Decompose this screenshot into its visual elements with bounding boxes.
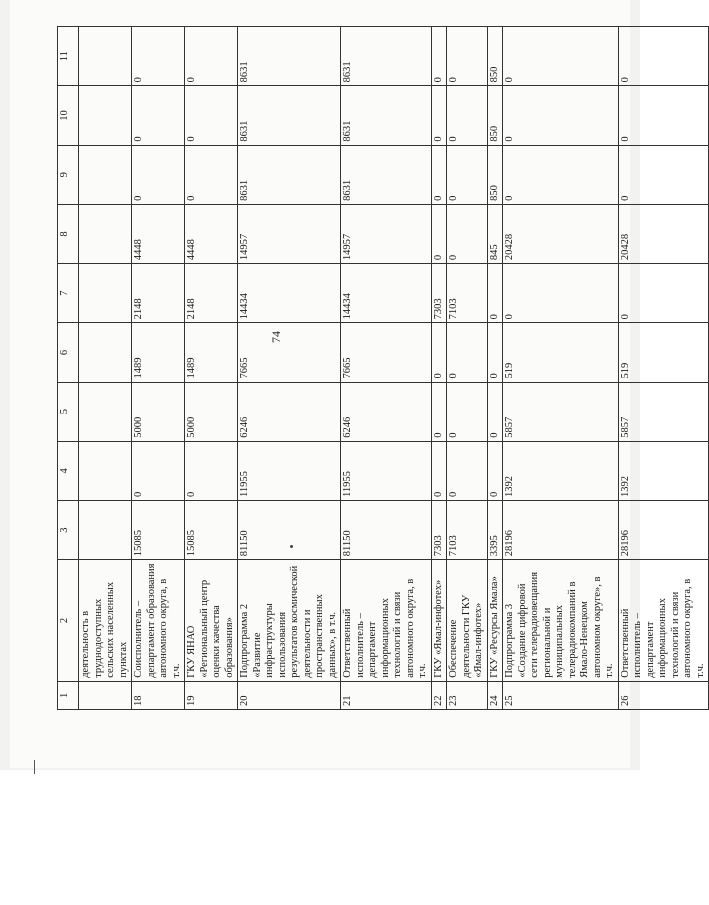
value-cell: 0	[431, 145, 447, 204]
value-cell	[79, 145, 132, 204]
value-cell: 850	[487, 27, 503, 86]
value-cell: 4448	[132, 204, 185, 263]
value-cell: 15085	[132, 501, 185, 560]
value-cell: 0	[487, 264, 503, 323]
value-cell: 0	[618, 86, 709, 145]
value-cell: 81150	[341, 501, 432, 560]
table-row	[238, 27, 341, 710]
table-row	[431, 27, 447, 710]
value-cell: 6246	[238, 382, 341, 441]
value-cell: 2148	[132, 264, 185, 323]
header-cell: 5	[58, 382, 79, 441]
value-cell: 7303	[431, 264, 447, 323]
value-cell: 5000	[185, 382, 238, 441]
header-cell: 9	[58, 145, 79, 204]
row-name-cell: Ответственный исполнитель – департамент информационных технологий и связи автономного округа, в т.ч.	[341, 560, 432, 682]
scan-artifact-line	[34, 760, 35, 774]
value-cell: 0	[447, 441, 488, 500]
value-cell: 0	[447, 323, 488, 382]
value-cell: 1392	[618, 441, 709, 500]
row-number-cell: 20	[238, 681, 341, 709]
value-cell: 0	[503, 27, 619, 86]
row-name-cell: Обеспечение деятельности ГКУ «Ямал-инфотех»	[447, 560, 488, 682]
value-cell: 5857	[503, 382, 619, 441]
value-cell	[79, 323, 132, 382]
table-header-row	[58, 27, 79, 710]
value-cell	[79, 86, 132, 145]
header-cell: 3	[58, 501, 79, 560]
value-cell: 845	[487, 204, 503, 263]
header-cell: 1	[58, 681, 79, 709]
value-cell: 0	[185, 86, 238, 145]
value-cell: 20428	[618, 204, 709, 263]
rotated-table-container	[57, 26, 706, 710]
table-row	[503, 27, 619, 710]
page-number: 74	[269, 331, 283, 343]
value-cell: 519	[503, 323, 619, 382]
table-row	[132, 27, 185, 710]
value-cell: 0	[487, 323, 503, 382]
header-cell: 4	[58, 441, 79, 500]
value-cell: 11955	[341, 441, 432, 500]
row-name-cell: Ответственный исполнитель – департамент информационных технологий и связи автономного округа, в т.ч.	[618, 560, 709, 682]
value-cell	[79, 27, 132, 86]
row-name-cell: деятельность в труднодоступных сельских населенных пунктах	[79, 560, 132, 682]
row-number-cell: 19	[185, 681, 238, 709]
value-cell: 14957	[238, 204, 341, 263]
row-name-cell: Подпрограмма 2 «Развитие инфраструктуры использования результатов космической деятельности и пространственных данных», в т.ч.	[238, 560, 341, 682]
value-cell: 0	[503, 86, 619, 145]
row-name-cell: Подпрограмма 3 «Создание цифровой сети телерадиовещания региональной и муниципальных телерадиокомпаний в Ямало-Ненецком автономном округе», в т.ч.	[503, 560, 619, 682]
value-cell	[79, 501, 132, 560]
header-cell: 10	[58, 86, 79, 145]
value-cell: 0	[618, 27, 709, 86]
value-cell: 0	[185, 145, 238, 204]
value-cell: 14434	[341, 264, 432, 323]
value-cell: 15085	[185, 501, 238, 560]
value-cell: 0	[447, 382, 488, 441]
value-cell: 0	[431, 323, 447, 382]
table-row	[185, 27, 238, 710]
value-cell: 11955	[238, 441, 341, 500]
header-cell: 11	[58, 27, 79, 86]
table-row	[447, 27, 488, 710]
value-cell: 0	[132, 145, 185, 204]
value-cell: 8631	[341, 86, 432, 145]
value-cell: 0	[447, 204, 488, 263]
header-cell: 6	[58, 323, 79, 382]
value-cell: 0	[618, 264, 709, 323]
header-cell: 7	[58, 264, 79, 323]
table-row	[79, 27, 132, 710]
value-cell: 0	[185, 27, 238, 86]
value-cell: 0	[431, 86, 447, 145]
row-number-cell: 23	[447, 681, 488, 709]
table-row	[618, 27, 709, 710]
value-cell: 8631	[238, 86, 341, 145]
value-cell: 0	[447, 86, 488, 145]
value-cell: 0	[618, 145, 709, 204]
value-cell: 1489	[185, 323, 238, 382]
row-number-cell	[79, 681, 132, 709]
value-cell: 7303	[431, 501, 447, 560]
row-name-cell: Соисполнитель – департамент образования автономного округа, в т.ч.	[132, 560, 185, 682]
value-cell	[79, 204, 132, 263]
value-cell: 0	[185, 441, 238, 500]
value-cell: 8631	[341, 145, 432, 204]
value-cell: 28196	[618, 501, 709, 560]
value-cell: 14434	[238, 264, 341, 323]
value-cell: 8631	[238, 27, 341, 86]
value-cell: 1489	[132, 323, 185, 382]
budget-table	[57, 26, 709, 710]
header-cell: 8	[58, 204, 79, 263]
row-number-cell: 25	[503, 681, 619, 709]
value-cell: 0	[132, 27, 185, 86]
value-cell: 5000	[132, 382, 185, 441]
value-cell: 0	[431, 382, 447, 441]
value-cell: 7103	[447, 501, 488, 560]
row-number-cell: 21	[341, 681, 432, 709]
value-cell	[79, 382, 132, 441]
value-cell: 1392	[503, 441, 619, 500]
value-cell: 0	[431, 27, 447, 86]
value-cell: 81150	[238, 501, 341, 560]
value-cell: 7103	[447, 264, 488, 323]
value-cell: 2148	[185, 264, 238, 323]
value-cell: 0	[487, 382, 503, 441]
value-cell: 7665	[341, 323, 432, 382]
value-cell: 8631	[238, 145, 341, 204]
row-number-cell: 18	[132, 681, 185, 709]
table-row	[341, 27, 432, 710]
value-cell: 0	[431, 441, 447, 500]
value-cell: 0	[431, 204, 447, 263]
row-number-cell: 22	[431, 681, 447, 709]
value-cell: 0	[132, 441, 185, 500]
value-cell: 28196	[503, 501, 619, 560]
value-cell: 0	[447, 145, 488, 204]
value-cell: 850	[487, 86, 503, 145]
row-name-cell: ГКУ «Ямал-инфотех»	[431, 560, 447, 682]
value-cell: 8631	[341, 27, 432, 86]
value-cell: 519	[618, 323, 709, 382]
value-cell: 850	[487, 145, 503, 204]
value-cell: 7665	[238, 323, 341, 382]
value-cell	[79, 441, 132, 500]
value-cell: 0	[503, 264, 619, 323]
value-cell	[79, 264, 132, 323]
row-number-cell: 26	[618, 681, 709, 709]
row-number-cell: 24	[487, 681, 503, 709]
row-name-cell: ГКУ «Ресурсы Ямала»	[487, 560, 503, 682]
table-row	[487, 27, 503, 710]
value-cell: 0	[447, 27, 488, 86]
value-cell: 0	[503, 145, 619, 204]
value-cell: 3395	[487, 501, 503, 560]
header-cell: 2	[58, 560, 79, 682]
value-cell: 0	[132, 86, 185, 145]
value-cell: 6246	[341, 382, 432, 441]
value-cell: 20428	[503, 204, 619, 263]
value-cell: 5857	[618, 382, 709, 441]
value-cell: 4448	[185, 204, 238, 263]
value-cell: 0	[487, 441, 503, 500]
value-cell: 14957	[341, 204, 432, 263]
row-name-cell: ГКУ ЯНАО «Региональный центр оценки качества образования»	[185, 560, 238, 682]
